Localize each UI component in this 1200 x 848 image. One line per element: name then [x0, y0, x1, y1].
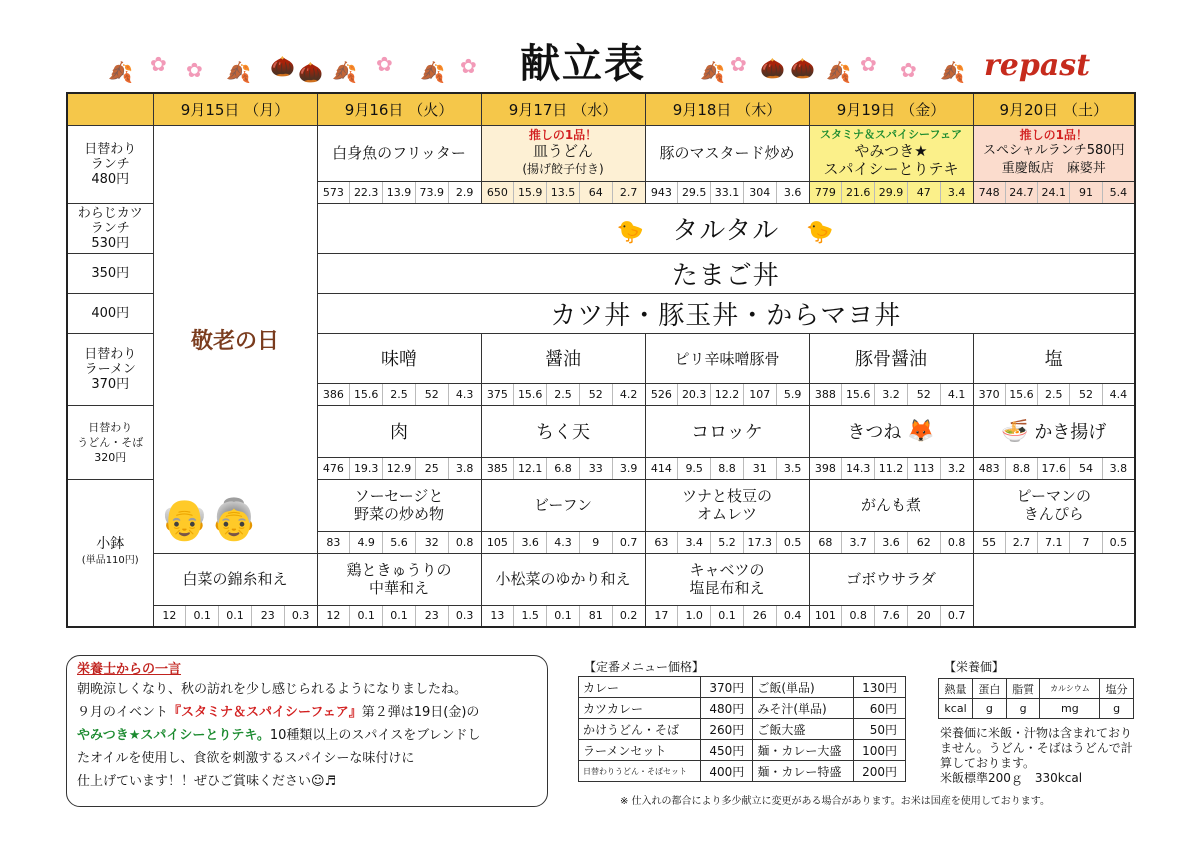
udon-dish: 🍜 かき揚げ [973, 405, 1135, 457]
day-header: 9月16日 （火） [317, 93, 481, 125]
kobachi-dish: ビーフン [481, 479, 645, 531]
table-corner [67, 93, 153, 125]
kobachi-dish: 小松菜のゆかり和え [481, 553, 645, 605]
leaf-icon: 🍂 [108, 60, 133, 84]
notice-line: 仕上げています！！ぜひご賞味ください☺♬ [77, 774, 337, 789]
acorn-icon: 🌰 [790, 56, 815, 80]
fox-icon: 🦊 [907, 419, 935, 444]
row-label-warabi: わらじカツ ランチ 530円 [67, 203, 153, 253]
nutritionist-notice [66, 655, 548, 807]
flower-icon: ✿ [730, 52, 747, 76]
day-header: 9月19日 （金） [809, 93, 973, 125]
dish-350: たまご丼 [317, 253, 1135, 293]
row-label-350: 350円 [67, 253, 153, 293]
leaf-icon: 🍂 [940, 60, 965, 84]
kobachi-dish: キャベツの 塩昆布和え [645, 553, 809, 605]
nutrition-values: 68 3.7 3.6 62 0.8 [809, 531, 973, 553]
title-area [0, 0, 1200, 92]
nutrition-values: 748 24.7 24.1 91 5.4 [973, 181, 1135, 203]
nutrition-values: 375 15.6 2.5 52 4.2 [481, 383, 645, 405]
notice-line: たオイルを使用し、食欲を刺激するスパイシーな味付けに [77, 751, 415, 766]
price-table [578, 676, 906, 782]
kobachi-dish: 白菜の錦糸和え [153, 553, 317, 605]
flower-icon: ✿ [860, 52, 877, 76]
nutrition-values: 12 0.1 0.1 23 0.3 [153, 605, 317, 627]
table-row: カレー 370円 ご飯(単品) 130円 [579, 677, 906, 698]
dish-400: カツ丼・豚玉丼・からマヨ丼 [317, 293, 1135, 333]
lunch-dish: 白身魚のフリッター [317, 125, 481, 181]
holiday-cell [153, 125, 317, 553]
acorn-icon: 🌰 [298, 60, 323, 84]
nutrition-note: 栄養価に米飯・汁物は含まれておりません。うどん・そばはうどんで計算しております。 米飯標準200ｇ 330kcal [940, 726, 1133, 785]
nutrition-values: 13 1.5 0.1 81 0.2 [481, 605, 645, 627]
leaf-icon: 🍂 [226, 60, 251, 84]
udon-dish: 肉 [317, 405, 481, 457]
nutrition-values: 12 0.1 0.1 23 0.3 [317, 605, 481, 627]
table-row: 日替わりうどん・そばセット 400円 麺・カレー特盛 200円 [579, 761, 906, 782]
ramen-dish: 醤油 [481, 333, 645, 383]
table-row: かけうどん・そば 260円 ご飯大盛 50円 [579, 719, 906, 740]
kobachi-dish: がんも煮 [809, 479, 973, 531]
price-table-title: 【定番メニュー価格】 [584, 660, 705, 674]
notice-title: 栄養士からの一言 [77, 662, 182, 677]
menu-table [66, 92, 1136, 628]
nutrition-values: 101 0.8 7.6 20 0.7 [809, 605, 973, 627]
row-label-ramen: 日替わり ラーメン 370円 [67, 333, 153, 405]
table-row: kcal g g mg g [939, 699, 1134, 719]
nutrition-key-title: 【栄養価】 [944, 660, 1005, 674]
acorn-icon: 🌰 [270, 54, 295, 78]
brand-logo: repast [984, 48, 1091, 83]
nutrition-values: 370 15.6 2.5 52 4.4 [973, 383, 1135, 405]
table-row: カツカレー 480円 みそ汁(単品) 60円 [579, 698, 906, 719]
holiday-label: 敬老の日 [190, 328, 279, 354]
nutrition-values: 414 9.5 8.8 31 3.5 [645, 457, 809, 479]
nutrition-values: 105 3.6 4.3 9 0.7 [481, 531, 645, 553]
udon-dish: きつね 🦊 [809, 405, 973, 457]
kobachi-dish: 鶏ときゅうりの 中華和え [317, 553, 481, 605]
kobachi-dish: ソーセージと 野菜の炒め物 [317, 479, 481, 531]
day-header: 9月17日 （水） [481, 93, 645, 125]
kobachi-dish: ツナと枝豆の オムレツ [645, 479, 809, 531]
nutrition-values: 385 12.1 6.8 33 3.9 [481, 457, 645, 479]
nutrition-values: 943 29.5 33.1 304 3.6 [645, 181, 809, 203]
flower-icon: ✿ [186, 58, 203, 82]
elderly-couple-icon: 👴👵 [159, 496, 260, 543]
kobachi-dish: ピーマンの きんぴら [973, 479, 1135, 531]
notice-line: ９月のイベント『スタミナ＆スパイシーフェア』第２弾は19日(金)の [77, 705, 480, 720]
flower-icon: ✿ [150, 52, 167, 76]
row-label-400: 400円 [67, 293, 153, 333]
udon-bowl-icon: 🍜 [1001, 419, 1029, 444]
flower-icon: ✿ [376, 52, 393, 76]
nutrition-values: 17 1.0 0.1 26 0.4 [645, 605, 809, 627]
day-header: 9月15日 （月） [153, 93, 317, 125]
leaf-icon: 🍂 [700, 60, 725, 84]
nutrition-values: 573 22.3 13.9 73.9 2.9 [317, 181, 481, 203]
day-header: 9月20日 （土） [973, 93, 1135, 125]
udon-dish: ちく天 [481, 405, 645, 457]
nutrition-values: 476 19.3 12.9 25 3.8 [317, 457, 481, 479]
nutrition-values: 398 14.3 11.2 113 3.2 [809, 457, 973, 479]
lunch-dish: スタミナ＆スパイシーフェア やみつき★ スパイシーとりテキ [809, 125, 973, 181]
leaf-icon: 🍂 [420, 60, 445, 84]
table-row: ラーメンセット 450円 麺・カレー大盛 100円 [579, 740, 906, 761]
chick-icon: 🐤 [616, 219, 646, 245]
price-note: ※ 仕入れの都合により多少献立に変更がある場合があります。お米は国産を使用しております。 [620, 796, 1050, 807]
nutrition-values: 779 21.6 29.9 47 3.4 [809, 181, 973, 203]
lunch-dish: 豚のマスタード炒め [645, 125, 809, 181]
ramen-dish: 味噌 [317, 333, 481, 383]
row-label-udon: 日替わり うどん・そば 320円 [67, 405, 153, 479]
day-header: 9月18日 （木） [645, 93, 809, 125]
lunch-dish: 推しの1品！ 皿うどん (揚げ餃子付き) [481, 125, 645, 181]
lunch-dish: 推しの1品！ スペシャルランチ580円 重慶飯店 麻婆丼 [973, 125, 1135, 181]
notice-line: やみつき★スパイシーとりテキ。10種類以上のスパイスをブレンドし [77, 728, 481, 743]
row-label-kobachi: 小鉢 (単品110円) [67, 479, 153, 627]
nutrition-values: 526 20.3 12.2 107 5.9 [645, 383, 809, 405]
row-label-lunch: 日替わり ランチ 480円 [67, 125, 153, 203]
nutrition-values: 650 15.9 13.5 64 2.7 [481, 181, 645, 203]
ramen-dish: 豚骨醤油 [809, 333, 973, 383]
nutrition-values: 386 15.6 2.5 52 4.3 [317, 383, 481, 405]
flower-icon: ✿ [460, 54, 477, 78]
nutrition-key-table [938, 678, 1134, 719]
warabi-dish: 🐤 タルタル 🐤 [317, 203, 1135, 253]
nutrition-values: 83 4.9 5.6 32 0.8 [317, 531, 481, 553]
table-row: 熱量 蛋白 脂質 カルシウム 塩分 [939, 679, 1134, 699]
nutrition-values: 63 3.4 5.2 17.3 0.5 [645, 531, 809, 553]
notice-line: 朝晩涼しくなり、秋の訪れを少し感じられるようになりましたね。 [77, 682, 468, 697]
ramen-dish: ピリ辛味噌豚骨 [645, 333, 809, 383]
nutrition-values: 55 2.7 7.1 7 0.5 [973, 531, 1135, 553]
flower-icon: ✿ [900, 58, 917, 82]
page-title: 献立表 [520, 41, 646, 87]
leaf-icon: 🍂 [332, 60, 357, 84]
nutrition-values: 483 8.8 17.6 54 3.8 [973, 457, 1135, 479]
leaf-icon: 🍂 [826, 60, 851, 84]
ramen-dish: 塩 [973, 333, 1135, 383]
chick-icon: 🐤 [806, 219, 835, 245]
udon-dish: コロッケ [645, 405, 809, 457]
acorn-icon: 🌰 [760, 56, 785, 80]
nutrition-values: 388 15.6 3.2 52 4.1 [809, 383, 973, 405]
kobachi-dish: ゴボウサラダ [809, 553, 973, 605]
